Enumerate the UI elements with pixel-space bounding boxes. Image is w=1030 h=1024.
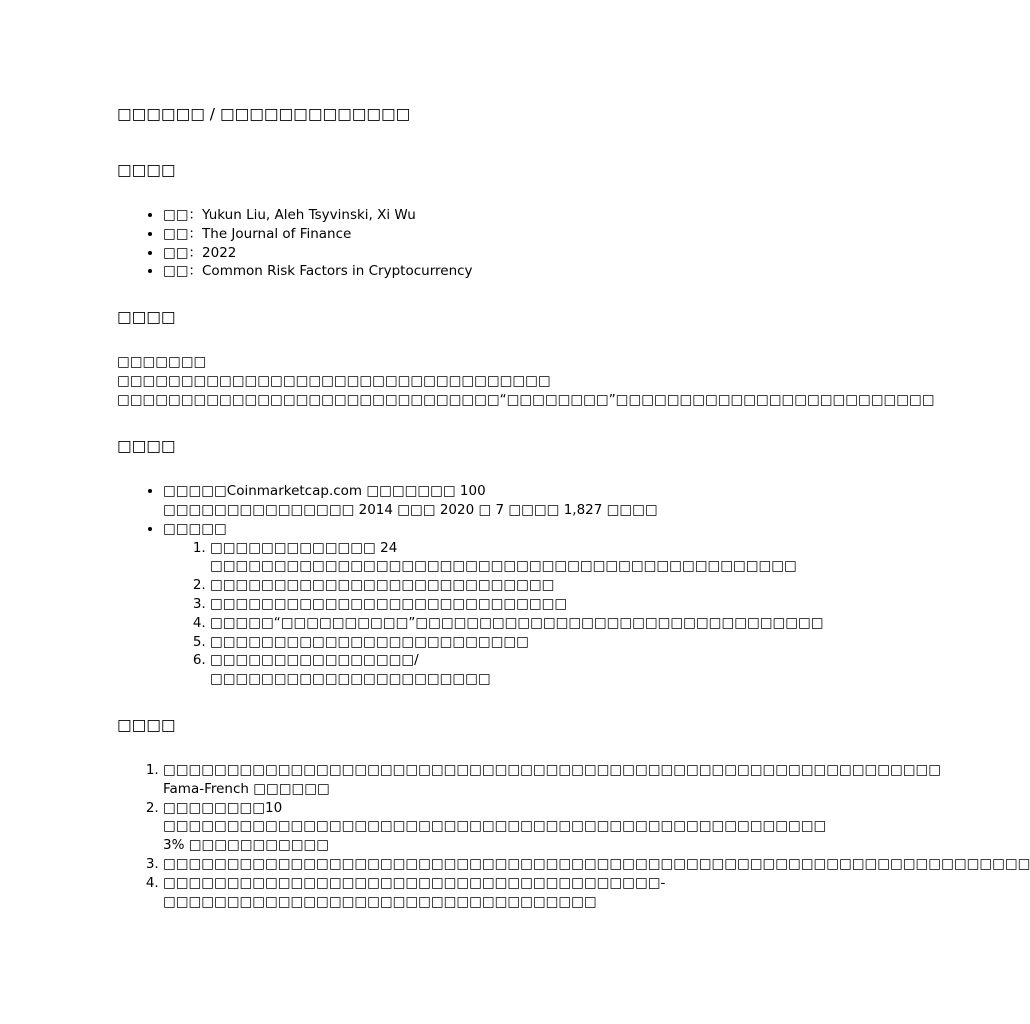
method-step: 2. □□□□□□□□□□□□□□□□□□□□□□□□□□□ <box>210 576 662 595</box>
question-line-2: □□□□□□□□□□□□□□□□□□□□□□□□□□□□□□“□□□□□□□□”□□□□□□□□□□□□□□□□□□□□□□□□□ <box>117 392 935 409</box>
question-line-1: □□□□□□□□□□□□□□□□□□□□□□□□□□□□□□□□□□ <box>117 373 551 390</box>
page-title: □□□□□□ / □□□□□□□□□□□□□ <box>117 105 411 123</box>
method-step: 1. □□□□□□□□□□□□□ 24 □□□□□□□□□□□□□□□□□□□□□□□□□□□□□□□□□□□□□□□□□□□□□□ <box>210 539 662 577</box>
question-paragraph <box>117 353 935 410</box>
section-basic-info <box>117 160 662 281</box>
list-item-authors: • □□：Yukun Liu, Aleh Tsyvinski, Xi Wu <box>163 206 662 225</box>
method-list <box>117 482 824 689</box>
section-method <box>117 436 824 689</box>
list-item-paper-title: • □□：Common Risk Factors in Cryptocurrency <box>163 262 662 281</box>
method-steps-list <box>163 539 824 689</box>
section-question <box>117 307 935 410</box>
finding-item: 1. □□□□□□□□□□□□□□□□□□□□□□□□□□□□□□□□□□□□□□□□□□□□□□□□□□□□□□□□□□□□□ Fama-French □□□□□□ <box>163 761 662 799</box>
finding-item: 3. □□□□□□□□□□□□□□□□□□□□□□□□□□□□□□□□□□□□□□□□□□□□□□□□□□□□□□□□□□□□□□□□□□□□ <box>163 855 662 874</box>
list-item-journal: • □□：The Journal of Finance <box>163 225 662 244</box>
section-findings <box>117 715 1030 911</box>
method-step: 3. □□□□□□□□□□□□□□□□□□□□□□□□□□□□ <box>210 595 662 614</box>
finding-item: 2. □□□□□□□□10 □□□□□□□□□□□□□□□□□□□□□□□□□□□□□□□□□□□□□□□□□□□□□□□□□□□□ 3% □□□□□□□□□□□ <box>163 799 662 855</box>
method-step: 5. □□□□□□□□□□□□□□□□□□□□□□□□□ <box>210 633 662 652</box>
steps-label: □□□□□ <box>163 520 227 537</box>
list-item-steps <box>163 520 824 689</box>
finding-item: 4. □□□□□□□□□□□□□□□□□□□□□□□□□□□□□□□□□□□□□□□-□□□□□□□□□□□□□□□□□□□□□□□□□□□□□□□□□□ <box>163 874 662 912</box>
section-heading-basic-info: □□□□ <box>117 161 176 179</box>
method-step: 6. □□□□□□□□□□□□□□□□/□□□□□□□□□□□□□□□□□□□□□□ <box>210 651 662 689</box>
section-heading-method: □□□□ <box>117 437 176 456</box>
question-lead: □□□□□□□ <box>117 354 207 371</box>
section-heading-findings: □□□□ <box>117 715 176 734</box>
list-item-year: • □□：2022 <box>163 244 662 263</box>
document-page <box>117 104 1030 937</box>
list-item-data: • □□□□□Coinmarketcap.com □□□□□□□ 100 □□□□□□□□□□□□□□□ 2014 □□□ 2020 □ 7 □□□□ 1,827 □□□□ <box>163 482 662 520</box>
basic-info-list <box>117 206 662 281</box>
section-heading-question: □□□□ <box>117 308 176 327</box>
method-step: 4. □□□□□“□□□□□□□□□□”□□□□□□□□□□□□□□□□□□□□□□□□□□□□□□□□ <box>210 614 662 633</box>
findings-list <box>117 761 1030 911</box>
